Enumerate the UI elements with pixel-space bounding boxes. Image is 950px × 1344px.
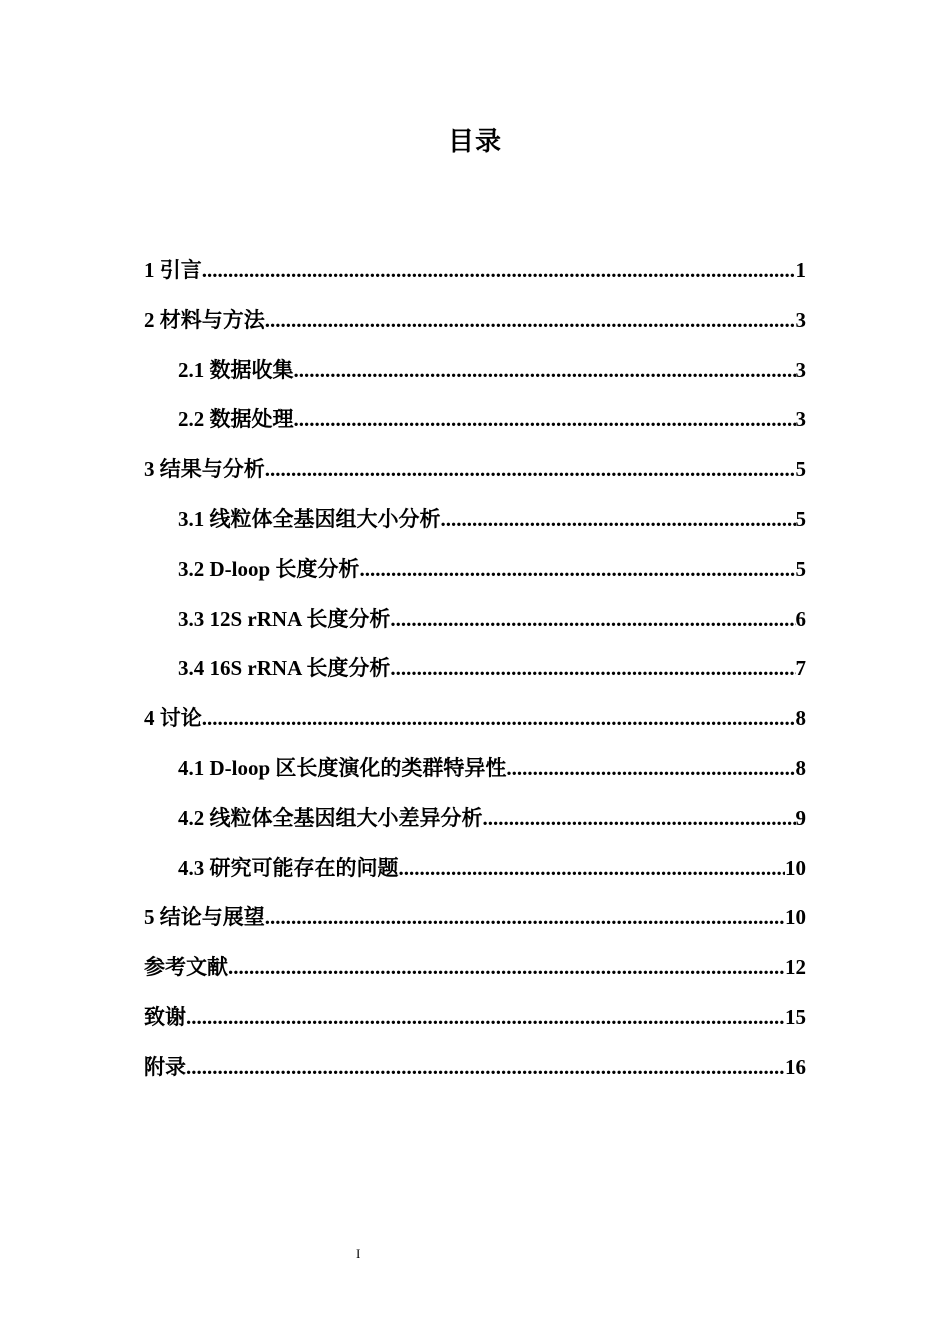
toc-dot-leader bbox=[202, 250, 796, 290]
toc-entry-page: 6 bbox=[795, 606, 806, 631]
toc-entry-page: 12 bbox=[785, 955, 806, 980]
toc-entry-acknowledgements[interactable] bbox=[144, 997, 806, 1047]
toc-entry-page: 5 bbox=[795, 457, 806, 482]
toc-dot-leader bbox=[202, 698, 796, 738]
toc-entry-page: 10 bbox=[785, 905, 806, 930]
toc-entry-label: 3.1 线粒体全基因组大小分析 bbox=[178, 506, 441, 531]
toc-entry-discussion[interactable] bbox=[144, 698, 806, 748]
toc-entry-page: 3 bbox=[795, 357, 806, 382]
toc-entry-page: 16 bbox=[785, 1054, 806, 1079]
toc-entry-dloop-length[interactable] bbox=[144, 549, 806, 599]
toc-entry-label: 1 引言 bbox=[144, 258, 202, 282]
page-title: 目录 bbox=[447, 127, 502, 156]
toc-entry-16s-rrna[interactable] bbox=[144, 648, 806, 698]
toc-entry-data-processing[interactable] bbox=[144, 399, 806, 449]
toc-entry-label: 2.1 数据收集 bbox=[178, 357, 294, 382]
toc-entry-page: 1 bbox=[795, 258, 806, 282]
toc-dot-leader bbox=[399, 848, 786, 888]
toc-dot-leader bbox=[265, 300, 796, 340]
toc-dot-leader bbox=[506, 748, 795, 788]
toc-entry-label: 4.1 D-loop 区长度演化的类群特异性 bbox=[178, 755, 507, 780]
toc-entry-label: 参考文献 bbox=[144, 955, 228, 980]
toc-entry-page: 15 bbox=[785, 1004, 806, 1029]
toc-entry-label: 4 讨论 bbox=[144, 706, 202, 731]
toc-dot-leader bbox=[294, 350, 796, 390]
toc-entry-page: 8 bbox=[795, 755, 806, 780]
toc-entry-intro[interactable] bbox=[144, 250, 806, 300]
toc-entry-12s-rrna[interactable] bbox=[144, 599, 806, 649]
toc-entry-dloop-evolution[interactable] bbox=[144, 748, 806, 798]
toc-entry-research-issues[interactable] bbox=[144, 848, 806, 898]
footer-page-number: I bbox=[356, 1246, 361, 1261]
toc-dot-leader bbox=[228, 947, 785, 987]
toc-entry-label: 5 结论与展望 bbox=[144, 905, 265, 930]
table-of-contents bbox=[144, 250, 806, 1097]
toc-entry-page: 7 bbox=[795, 656, 806, 681]
toc-entry-page: 8 bbox=[795, 706, 806, 731]
toc-entry-label: 2 材料与方法 bbox=[144, 307, 265, 332]
toc-entry-label: 3.3 12S rRNA 长度分析 bbox=[178, 606, 391, 631]
toc-dot-leader bbox=[265, 897, 785, 937]
toc-dot-leader bbox=[186, 1047, 785, 1087]
toc-dot-leader bbox=[265, 449, 796, 489]
toc-entry-results-analysis[interactable] bbox=[144, 449, 806, 499]
toc-entry-label: 4.2 线粒体全基因组大小差异分析 bbox=[178, 805, 483, 830]
toc-entry-conclusion[interactable] bbox=[144, 897, 806, 947]
toc-entry-page: 3 bbox=[795, 307, 806, 332]
toc-entry-page: 10 bbox=[785, 855, 806, 880]
toc-entry-page: 3 bbox=[795, 407, 806, 432]
toc-entry-data-collection[interactable] bbox=[144, 350, 806, 400]
toc-dot-leader bbox=[441, 499, 796, 539]
toc-entry-label: 4.3 研究可能存在的问题 bbox=[178, 855, 399, 880]
toc-entry-label: 附录 bbox=[144, 1054, 186, 1079]
toc-entry-page: 5 bbox=[795, 556, 806, 581]
toc-entry-genome-size[interactable] bbox=[144, 499, 806, 549]
toc-dot-leader bbox=[186, 997, 785, 1037]
toc-entry-page: 9 bbox=[795, 805, 806, 830]
toc-dot-leader bbox=[359, 549, 795, 589]
toc-entry-label: 致谢 bbox=[144, 1004, 186, 1029]
toc-entry-label: 3.4 16S rRNA 长度分析 bbox=[178, 656, 391, 681]
toc-dot-leader bbox=[294, 399, 796, 439]
toc-entry-page: 5 bbox=[795, 506, 806, 531]
toc-entry-materials-methods[interactable] bbox=[144, 300, 806, 350]
toc-dot-leader bbox=[390, 599, 795, 639]
toc-entry-label: 3.2 D-loop 长度分析 bbox=[178, 556, 360, 581]
toc-entry-appendix[interactable] bbox=[144, 1047, 806, 1097]
toc-entry-label: 2.2 数据处理 bbox=[178, 407, 294, 432]
toc-entry-references[interactable] bbox=[144, 947, 806, 997]
toc-dot-leader bbox=[390, 648, 795, 688]
toc-entry-label: 3 结果与分析 bbox=[144, 457, 265, 482]
toc-dot-leader bbox=[483, 798, 796, 838]
toc-entry-genome-size-diff[interactable] bbox=[144, 798, 806, 848]
